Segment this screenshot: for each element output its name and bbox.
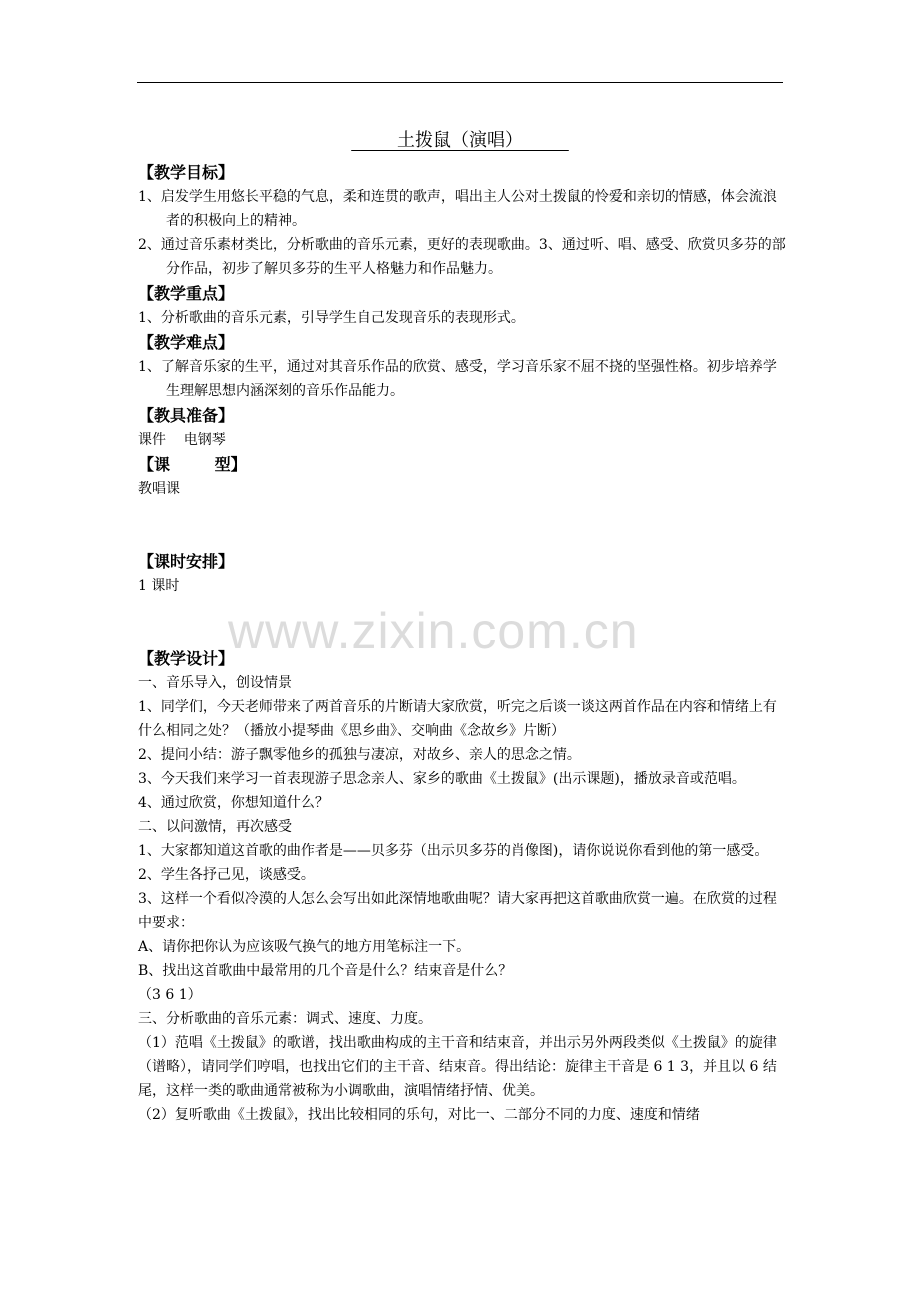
key-point-item: 1、分析歌曲的音乐元素，引导学生自己发现音乐的表现形式。 bbox=[138, 310, 525, 326]
section-heading-difficulties: 【教学难点】 bbox=[138, 333, 235, 352]
section-heading-schedule: 【课时安排】 bbox=[138, 552, 235, 571]
design-line: 1、大家都知道这首歌的曲作者是——贝多芬（出示贝多芬的肖像图)，请你说说你看到他的第一感受。 bbox=[138, 843, 769, 859]
design-line: 4、通过欣赏，你想知道什么？ bbox=[138, 795, 329, 811]
design-line: A、请你把你认为应该吸气换气的地方用笔标注一下。 bbox=[138, 939, 471, 955]
section-heading-key-points: 【教学重点】 bbox=[138, 284, 235, 303]
design-line: 2、提问小结：游子飘零他乡的孤独与凄凉，对故乡、亲人的思念之情。 bbox=[138, 747, 581, 763]
design-line: 三、分析歌曲的音乐元素：调式、速度、力度。 bbox=[138, 1011, 432, 1027]
materials-text: 课件 电钢琴 bbox=[138, 432, 226, 448]
section-heading-goals: 【教学目标】 bbox=[138, 163, 235, 182]
design-line: （1）范唱《土拨鼠》的歌谱，找出歌曲构成的主干音和结束音，并出示另外两段类似《土拨鼠》的旋律（谱略），请同学们哼唱，也找出它们的主干音、结束音。得出结论：旋律主干音是 6 1 3，并且以 6 结尾，这样一类的歌曲通常被称为小调歌曲，演唱情绪抒情、优美。 bbox=[138, 1035, 777, 1099]
section-heading-materials: 【教具准备】 bbox=[138, 406, 235, 425]
title-underline-left bbox=[351, 130, 397, 151]
design-line: 3、今天我们来学习一首表现游子思念亲人、家乡的歌曲《土拨鼠》(出示课题)，播放录音或范唱。 bbox=[138, 771, 746, 787]
design-line: 2、学生各抒己见，谈感受。 bbox=[138, 867, 315, 883]
design-line: 一、音乐导入，创设情景 bbox=[138, 675, 292, 691]
title-underline-right bbox=[523, 130, 569, 151]
schedule-text: 1 课时 bbox=[138, 578, 180, 594]
design-line: 二、以问激情，再次感受 bbox=[138, 819, 292, 835]
section-heading-lesson-type: 【课 型】 bbox=[138, 455, 247, 474]
design-line: 1、同学们，今天老师带来了两首音乐的片断请大家欣赏，听完之后谈一谈这两首作品在内容和情绪上有什么相同之处？（播放小提琴曲《思乡曲》、交响曲《念故乡》片断） bbox=[138, 699, 777, 739]
document-body bbox=[138, 160, 786, 1127]
design-line: （3 6 1） bbox=[138, 987, 202, 1003]
design-line: 3、这样一个看似冷漠的人怎么会写出如此深情地歌曲呢？请大家再把这首歌曲欣赏一遍。在欣赏的过程中要求： bbox=[138, 891, 777, 931]
goal-item: 1、启发学生用悠长平稳的气息，柔和连贯的歌声，唱出主人公对土拨鼠的怜爱和亲切的情感，体会流浪者的积极向上的精神。 bbox=[138, 189, 777, 229]
lesson-type-text: 教唱课 bbox=[138, 481, 180, 497]
page-title bbox=[0, 126, 920, 152]
difficulty-item: 1、了解音乐家的生平，通过对其音乐作品的欣赏、感受，学习音乐家不屈不挠的坚强性格。初步培养学生理解思想内涵深刻的音乐作品能力。 bbox=[138, 359, 777, 399]
design-line: B、找出这首歌曲中最常用的几个音是什么？结束音是什么？ bbox=[138, 963, 513, 979]
design-line: （2）复听歌曲《土拨鼠》，找出比较相同的乐句，对比一、二部分不同的力度、速度和情绪 bbox=[138, 1107, 700, 1123]
goal-item: 2、通过音乐素材类比，分析歌曲的音乐元素，更好的表现歌曲。3、通过听、唱、感受、欣赏贝多芬的部分作品，初步了解贝多芬的生平人格魅力和作品魅力。 bbox=[138, 237, 786, 277]
watermark: www.zixin.com.cn bbox=[228, 603, 639, 659]
header-rule bbox=[137, 82, 783, 83]
title-text: 土拨鼠（演唱） bbox=[397, 130, 523, 151]
section-heading-design: 【教学设计】 bbox=[138, 649, 235, 668]
